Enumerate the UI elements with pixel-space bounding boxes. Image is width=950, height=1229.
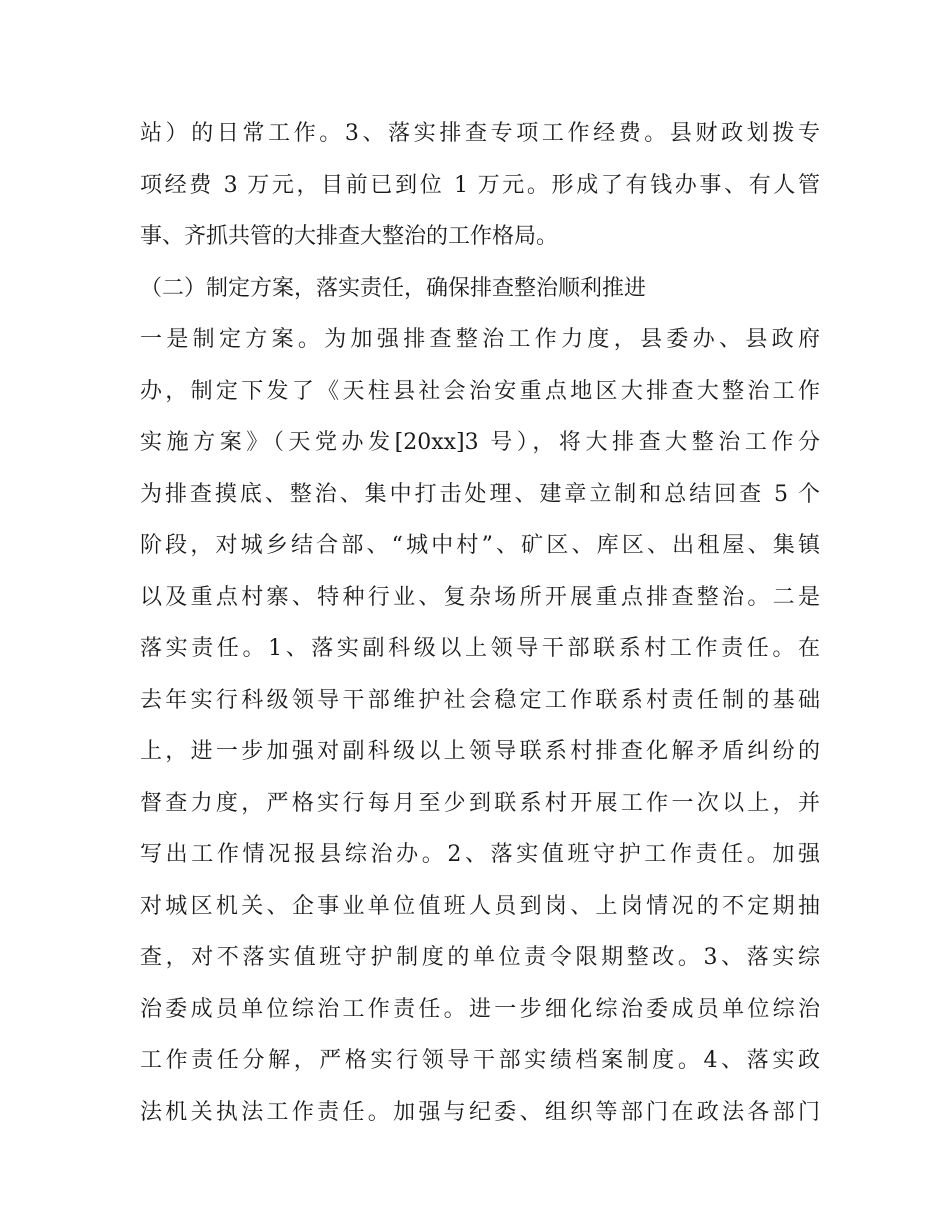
text-line: 为排查摸底、整治、集中打击处理、建章立制和总结回查 5 个 (140, 481, 820, 507)
text-line: 以及重点村寨、特种行业、复杂场所开展重点排查整治。二是 (140, 584, 820, 610)
text-line: 一是制定方案。为加强排查整治工作力度，县委办、县政府 (140, 327, 820, 352)
text-line: 督查力度，严格实行每月至少到联系村开展工作一次以上，并 (140, 790, 820, 816)
text-line: 项经费 3 万元，目前已到位 1 万元。形成了有钱办事、有人管 (140, 172, 820, 198)
text-line: 落实责任。1、落实副科级以上领导干部联系村工作责任。在 (140, 636, 820, 661)
text-line: 去年实行科级领导干部维护社会稳定工作联系村责任制的基础 (140, 687, 820, 713)
body-text (140, 108, 820, 1138)
text-line: 上，进一步加强对副科级以上领导联系村排查化解矛盾纠纷的 (140, 739, 820, 764)
text-line: 写出工作情况报县综治办。2、落实值班守护工作责任。加强 (140, 842, 820, 867)
text-line: 治委成员单位综治工作责任。进一步细化综治委成员单位综治 (140, 996, 820, 1022)
text-line: 事、齐抓共管的大排查大整治的工作格局。 (140, 224, 559, 249)
text-line: 查，对不落实值班守护制度的单位责令限期整改。3、落实综 (140, 945, 820, 970)
text-line: 办，制定下发了《天柱县社会治安重点地区大排查大整治工作 (140, 378, 820, 404)
text-line: 站）的日常工作。3、落实排查专项工作经费。县财政划拨专 (140, 121, 820, 146)
text-line: 阶段，对城乡结合部、“城中村”、矿区、库区、出租屋、集镇 (140, 533, 820, 558)
text-line: 对城区机关、企事业单位值班人员到岗、上岗情况的不定期抽 (140, 893, 820, 919)
section-heading: （二）制定方案，落实责任，确保排查整治顺利推进 (140, 275, 647, 301)
text-line: 工作责任分解，严格实行领导干部实绩档案制度。4、落实政 (140, 1048, 820, 1073)
text-line: 实施方案》（天党办发[20xx]3 号），将大排查大整治工作分 (140, 430, 820, 455)
text-line: 法机关执法工作责任。加强与纪委、组织等部门在政法各部门 (140, 1099, 820, 1125)
